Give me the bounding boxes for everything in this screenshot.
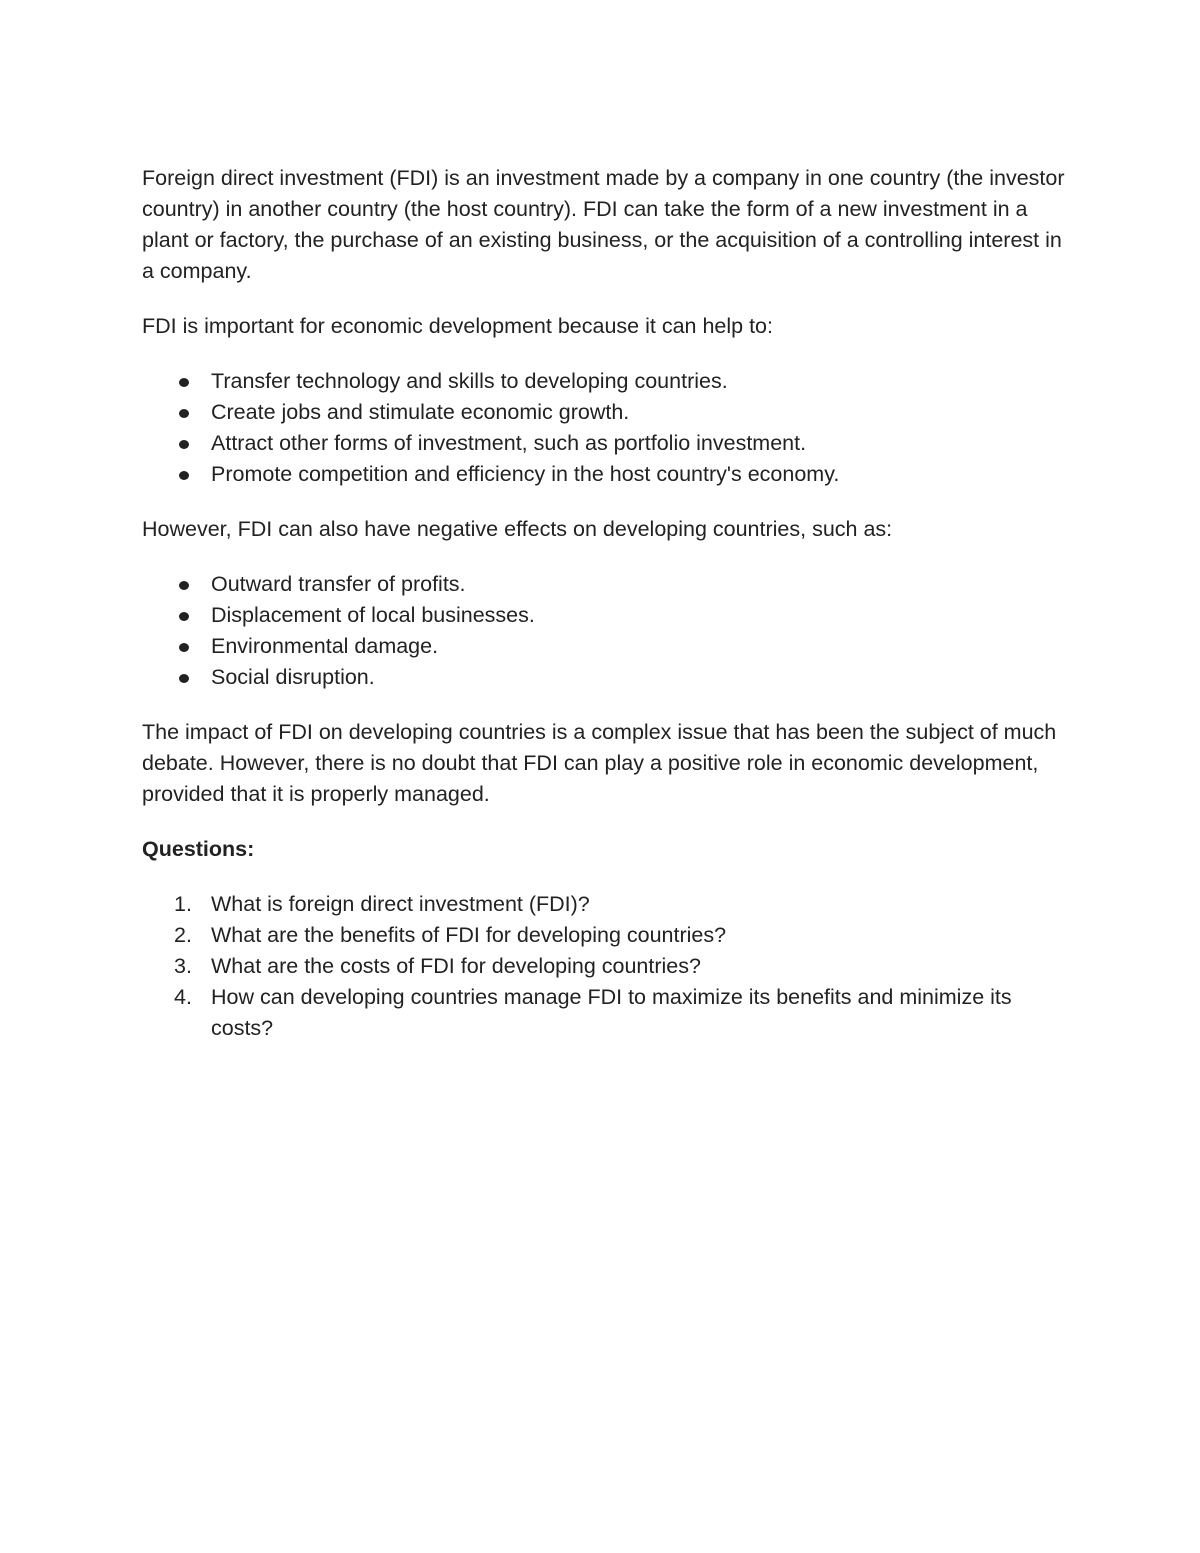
list-item-text: Environmental damage. (211, 634, 439, 658)
bullet-icon (179, 440, 189, 449)
costs-list (142, 569, 1072, 693)
bullet-icon (179, 581, 189, 590)
list-item-text: Transfer technology and skills to developing countries. (211, 369, 728, 393)
bullet-icon (179, 471, 189, 480)
benefits-list (142, 366, 1072, 490)
question-item (142, 982, 1072, 1044)
question-item (142, 951, 1072, 982)
bullet-icon (179, 643, 189, 652)
question-item (142, 920, 1072, 951)
questions-heading: Questions: (142, 837, 255, 861)
list-item (142, 459, 1072, 490)
list-item-text: Displacement of local businesses. (211, 603, 535, 627)
list-item (142, 600, 1072, 631)
bullet-icon (179, 409, 189, 418)
list-item-text: Create jobs and stimulate economic growth. (211, 400, 630, 424)
question-text: What is foreign direct investment (FDI)? (211, 892, 590, 916)
list-item-text: Promote competition and efficiency in the host country's economy. (211, 462, 840, 486)
list-item (142, 631, 1072, 662)
conclusion-paragraph: The impact of FDI on developing countries is a complex issue that has been the subject of much debate. However, there is no doubt that FDI can play a positive role in economic development, provided that it is properly managed. (142, 720, 1057, 806)
question-number: 4. (174, 985, 192, 1009)
question-item (142, 889, 1072, 920)
list-item (142, 662, 1072, 693)
question-number: 3. (174, 954, 192, 978)
list-item-text: Social disruption. (211, 665, 375, 689)
list-item-text: Attract other forms of investment, such as portfolio investment. (211, 431, 807, 455)
question-text: What are the costs of FDI for developing countries? (211, 954, 701, 978)
costs-lead-paragraph: However, FDI can also have negative effects on developing countries, such as: (142, 517, 893, 541)
question-number: 2. (174, 923, 192, 947)
list-item (142, 366, 1072, 397)
bullet-icon (179, 612, 189, 621)
question-number: 1. (174, 892, 192, 916)
list-item (142, 569, 1072, 600)
document-page (142, 163, 1072, 1068)
benefits-lead-paragraph: FDI is important for economic development because it can help to: (142, 314, 773, 338)
question-text: How can developing countries manage FDI to maximize its benefits and minimize its costs? (211, 985, 1012, 1040)
list-item-text: Outward transfer of profits. (211, 572, 466, 596)
bullet-icon (179, 378, 189, 387)
list-item (142, 428, 1072, 459)
list-item (142, 397, 1072, 428)
question-text: What are the benefits of FDI for developing countries? (211, 923, 727, 947)
intro-paragraph: Foreign direct investment (FDI) is an investment made by a company in one country (the investor country) in another country (the host country). FDI can take the form of a new investment in a plant or factory, the purchase of an existing business, or the acquisition of a controlling interest in a company. (142, 166, 1065, 283)
questions-list (142, 889, 1072, 1044)
bullet-icon (179, 674, 189, 683)
